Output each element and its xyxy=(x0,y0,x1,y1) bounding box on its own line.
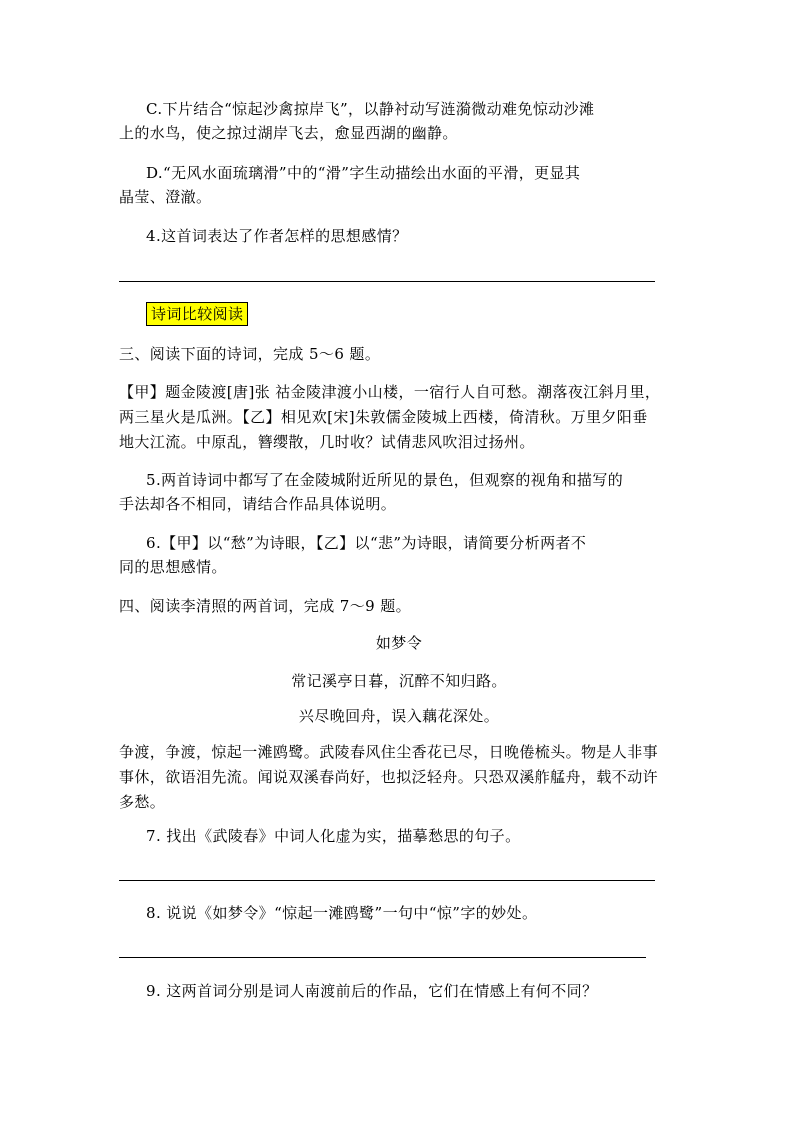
answer-line-8 xyxy=(119,957,646,958)
poem-continuation-line: 争渡，争渡，惊起一滩鸥鹭。武陵春风住尘香花已尽，日晚倦梳头。物是人非事 xyxy=(119,743,659,761)
poem-line: 兴尽晚回舟，误入藕花深处。 xyxy=(298,707,500,725)
question-8: 8. 说说《如梦令》“惊起一滩鸥鹭”一句中“惊”字的妙处。 xyxy=(146,904,538,922)
answer-line-7 xyxy=(119,880,655,881)
poem-title: 如梦令 xyxy=(375,634,423,652)
section-tag: 诗词比较阅读 xyxy=(146,302,248,326)
option-d-line2: 晶莹、澄澈。 xyxy=(119,188,212,206)
answer-line-4 xyxy=(119,281,655,282)
option-c-line1: C.下片结合“惊起沙禽掠岸飞”，以静衬动写涟漪微动难免惊动沙滩 xyxy=(146,100,595,118)
option-c-line2: 上的水鸟，使之掠过湖岸飞去，愈显西湖的幽静。 xyxy=(119,124,458,142)
question-6-line2: 同的思想感情。 xyxy=(119,558,227,576)
poem-text-line: 【甲】题金陵渡[唐]张 祜金陵津渡小山楼，一宿行人自可愁。潮落夜江斜月里， xyxy=(119,383,661,401)
question-4: 4.这首词表达了作者怎样的思想感情？ xyxy=(146,227,408,245)
poem-line: 常记溪亭日暮，沉醉不知归路。 xyxy=(291,672,507,690)
poem-continuation-line: 多愁。 xyxy=(119,793,166,811)
poem-continuation-line: 事休，欲语泪先流。闻说双溪春尚好，也拟泛轻舟。只恐双溪舴艋舟，载不动许 xyxy=(119,768,659,786)
poem-text-line: 地大江流。中原乱，簪缨散，几时收？试倩悲风吹泪过扬州。 xyxy=(119,433,535,451)
question-7: 7. 找出《武陵春》中词人化虚为实，描摹愁思的句子。 xyxy=(146,827,521,845)
question-5-line1: 5.两首诗词中都写了在金陵城附近所见的景色，但观察的视角和描写的 xyxy=(146,471,624,489)
section-3-heading: 三、阅读下面的诗词，完成 5～6 题。 xyxy=(119,345,381,363)
section-4-heading: 四、阅读李清照的两首词，完成 7～9 题。 xyxy=(119,597,412,615)
option-d-line1: D.“无风水面琉璃滑”中的“滑”字生动描绘出水面的平滑，更显其 xyxy=(146,164,581,182)
question-9: 9. 这两首词分别是词人南渡前后的作品，它们在情感上有何不同？ xyxy=(146,982,598,1000)
poem-text-line: 两三星火是瓜洲。【乙】相见欢[宋]朱敦儒金陵城上西楼，倚清秋。万里夕阳垂 xyxy=(119,408,648,426)
question-5-line2: 手法却各不相同，请结合作品具体说明。 xyxy=(119,495,397,513)
question-6-line1: 6.【甲】以“愁”为诗眼，【乙】以“悲”为诗眼，请简要分析两者不 xyxy=(146,534,587,552)
